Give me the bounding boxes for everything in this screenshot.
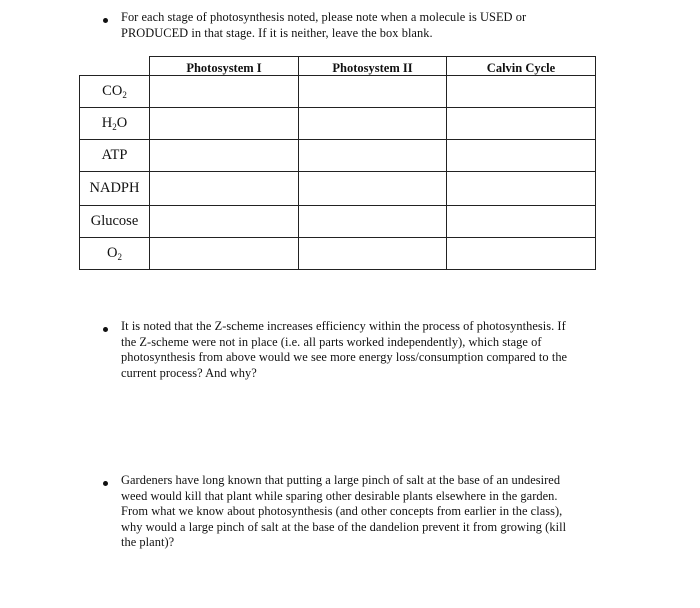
answer-cell[interactable]: [447, 76, 596, 108]
bullet-dot-icon: [103, 481, 108, 486]
instructions-line: For each stage of photosynthesis noted, please note when a molecule is USED or: [121, 10, 527, 24]
answer-cell[interactable]: [447, 140, 596, 172]
question-line: photosynthesis from above would we see more energy loss/consumption compared to the: [121, 350, 568, 364]
question-line: It is noted that the Z-scheme increases efficiency within the process of photosynthesis. If: [121, 319, 566, 333]
answer-cell[interactable]: [447, 172, 596, 206]
answer-cell[interactable]: [150, 172, 299, 206]
table-row: [80, 238, 596, 270]
answer-cell[interactable]: [299, 108, 447, 140]
answer-cell[interactable]: [150, 108, 299, 140]
answer-cell[interactable]: [150, 206, 299, 238]
column-header-photosystem-i: Photosystem I: [150, 57, 299, 76]
question-line: the plant)?: [121, 535, 175, 549]
salt-question-text: [121, 473, 621, 551]
answer-cell[interactable]: [299, 206, 447, 238]
row-label-co2: $CO_2$: [80, 76, 150, 108]
question-line: why would a large pinch of salt at the base of the dandelion prevent it from growing (kill: [121, 519, 567, 534]
question-line: From what we know about photosynthesis (and other concepts from earlier in the class),: [121, 504, 563, 518]
row-label-atp: ATP: [80, 140, 150, 172]
z-scheme-question-text: [121, 319, 621, 381]
question-line: weed would kill that plant while sparing other desirable plants elsewhere in the garden.: [121, 488, 558, 503]
answer-cell[interactable]: [447, 206, 596, 238]
table-corner-cell: [80, 57, 150, 76]
answer-cell[interactable]: [299, 76, 447, 108]
row-label-nadph: NADPH: [80, 172, 150, 206]
table-row: [80, 206, 596, 238]
question-line: the Z-scheme were not in place (i.e. all parts worked independently), which stage of: [121, 334, 542, 349]
answer-cell[interactable]: [299, 172, 447, 206]
table-header-row: [80, 57, 596, 76]
photosynthesis-table: [79, 56, 596, 270]
row-label-o2: $O_2$: [80, 238, 150, 270]
bullet-dot-icon: [103, 18, 108, 23]
answer-cell[interactable]: [150, 76, 299, 108]
instructions-text: [121, 10, 601, 41]
answer-cell[interactable]: [299, 238, 447, 270]
question-line: Gardeners have long known that putting a large pinch of salt at the base of an undesired: [121, 473, 561, 487]
answer-cell[interactable]: [150, 238, 299, 270]
answer-cell[interactable]: [150, 140, 299, 172]
table-row: [80, 172, 596, 206]
column-header-photosystem-ii: Photosystem II: [299, 57, 447, 76]
table-row: [80, 140, 596, 172]
instructions-line: PRODUCED in that stage. If it is neither, leave the box blank.: [121, 25, 433, 40]
column-header-calvin-cycle: Calvin Cycle: [447, 57, 596, 76]
question-line: current process? And why?: [121, 365, 257, 380]
answer-cell[interactable]: [447, 108, 596, 140]
table-row: [80, 108, 596, 140]
answer-cell[interactable]: [447, 238, 596, 270]
bullet-dot-icon: [103, 327, 108, 332]
answer-cell[interactable]: [299, 140, 447, 172]
row-label-h2o: $H_2O$: [80, 108, 150, 140]
table-row: [80, 76, 596, 108]
row-label-glucose: Glucose: [80, 206, 150, 238]
